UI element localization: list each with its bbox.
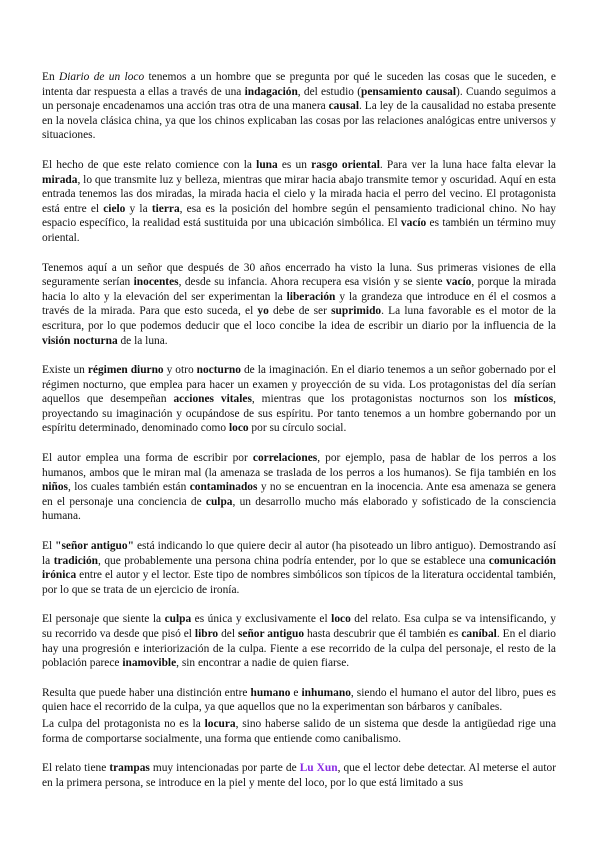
bold-term: loco xyxy=(228,422,249,435)
text-run: muy intencionadas por parte de xyxy=(149,762,300,775)
paragraph-luna xyxy=(42,158,556,246)
text-run: . Para ver la luna hace falta elevar la xyxy=(379,158,556,171)
text-run: El relato tiene xyxy=(42,762,110,775)
text-run: El hecho de que este relato comience con la xyxy=(42,158,257,171)
paragraph-correlaciones xyxy=(42,451,556,524)
bold-term: correlaciones xyxy=(252,452,318,465)
bold-term: régimen diurno xyxy=(87,364,164,377)
text-run: y otro xyxy=(163,364,197,377)
bold-term: loco xyxy=(331,613,351,626)
bold-term: rasgo oriental xyxy=(311,158,380,171)
text-run: y la grandeza que introduce en él el cosmos a través de la mirada. Para que esto suceda, el xyxy=(42,290,556,318)
bold-term: caníbal xyxy=(461,628,497,640)
paragraph-causalidad xyxy=(42,70,556,143)
text-run: es única y exclusivamente el xyxy=(191,613,332,626)
text-run: , siendo el humano el autor del libro, pues es quien hace el recorrido de la culpa, ya que aquellos que no la experimentan son bárbaros y caníbales. xyxy=(42,686,556,714)
text-run: Resulta que puede haber una distinción entre xyxy=(42,686,251,699)
paragraph-trampas xyxy=(42,761,556,790)
bold-term: pensamiento causal xyxy=(361,85,457,98)
paragraph-culpa xyxy=(42,612,556,670)
text-run: tenemos a un hombre que se pregunta por qué le suceden las cosas que le suceden, e intenta dar respuesta a ellas a través de una xyxy=(42,71,556,98)
bold-term: visión nocturna xyxy=(42,334,118,347)
bold-term: indagación xyxy=(244,85,298,98)
text-run: ). Cuando seguimos a un personaje encadenamos una acción tras otra de una manera xyxy=(42,85,556,113)
bold-term: tierra xyxy=(151,202,180,215)
text-run: Existe un xyxy=(42,364,88,377)
bold-term: liberación xyxy=(286,290,336,303)
text-run: En xyxy=(42,71,59,83)
text-run: , lo que transmite luz y belleza, mientras que mirar hacia abajo transmite temor y oscuridad. Aquí en esta entrada tenemos las dos miradas, la mirada hacia el cielo y la mirada hacia el perro del vecino. El protagonista está entre el xyxy=(42,173,556,215)
text-run: , sin encontrar a nadie de quien fiarse. xyxy=(176,657,350,670)
text-run: El xyxy=(42,540,56,553)
text-run: es un xyxy=(277,158,312,171)
text-run: . En el diario hay una progresión e interiorización de la culpa. Fiente a ese recorrido de la culpa del personaje, el resto de la población parece xyxy=(42,628,556,670)
bold-term: inamovible xyxy=(122,657,177,670)
bold-term: trampas xyxy=(109,762,150,775)
text-run: e xyxy=(290,686,302,699)
bold-term: causal xyxy=(328,100,360,113)
text-run: El autor emplea una forma de escribir por xyxy=(42,452,253,465)
text-run: , sino haberse salido de un sistema que desde la antigüedad rige una forma de comportarse socialmente, una forma que entiende como canibalismo. xyxy=(42,717,556,745)
bold-term: humano xyxy=(250,686,291,699)
text-run: , mientras que los protagonistas nocturnos son los xyxy=(251,393,514,406)
text-run: debe de ser xyxy=(268,305,332,318)
bold-term: locura xyxy=(204,717,236,730)
bold-term: tradición xyxy=(53,554,98,567)
bold-term: yo xyxy=(257,305,269,318)
text-run: , proyectando su imaginación y ocupándose de sus espíritu. Por tanto tenemos a un hombre gobernando por un espíritu determinado, denominado como xyxy=(42,393,556,435)
bold-term: libro xyxy=(194,628,219,640)
paragraph-locura xyxy=(42,717,556,746)
author-link[interactable]: Lu Xun xyxy=(299,762,338,775)
text-run: de la imaginación. En el diario tenemos a un señor gobernado por el régimen nocturno, que emplea para hacer un examen y proyección de su vida. Los protagonistas del día serían aquellos que desempeñan xyxy=(42,364,556,406)
paragraph-senor-antiguo xyxy=(42,539,556,597)
bold-term: inocentes xyxy=(133,276,179,289)
text-run: , que probablemente una persona china podría entender, por lo que se establece una xyxy=(98,554,489,567)
bold-term: vacío xyxy=(400,217,427,230)
italic-title: Diario de un loco xyxy=(59,71,145,83)
text-run: , desde su infancia. Ahora recupera esa visión y se siente xyxy=(178,276,447,289)
bold-term: inhumano xyxy=(301,686,351,699)
bold-term: culpa xyxy=(164,613,192,626)
text-run: , un desarrollo mucho más elaborado y sofisticado de la consciencia humana. xyxy=(42,495,556,523)
text-run: del xyxy=(218,628,238,640)
bold-term: niños xyxy=(42,481,68,494)
text-run: . La ley de la causalidad no estaba presente en la novela clásica china, ya que los chinos explicaban las cosas por las relaciones analógicas entre universos y situaciones. xyxy=(42,100,556,142)
bold-term: místicos xyxy=(513,393,554,406)
bold-term: culpa xyxy=(205,495,233,508)
bold-term: señor antiguo xyxy=(237,628,305,640)
bold-term: comunicación irónica xyxy=(42,554,556,582)
text-run: de la luna. xyxy=(117,334,168,347)
bold-term: luna xyxy=(256,158,278,171)
text-run: está indicando lo que quiere decir al autor (ha pisoteado un libro antiguo). Demostrando así la xyxy=(42,540,556,567)
text-run: . La luna favorable es el motor de la escritura, por lo que podemos deducir que el loco concibe la idea de escribir un diario por la influencia de la xyxy=(42,305,556,332)
text-run: , porque la mirada hacia lo alto y la elevación del ser experimentan la xyxy=(42,276,557,303)
paragraph-vision-luna xyxy=(42,261,556,349)
text-run: , del estudio ( xyxy=(297,85,362,98)
text-run: del relato. Esa culpa se va intensificando, y su recorrido va desde que pisó el xyxy=(42,613,556,640)
bold-term: suprimido xyxy=(331,305,382,318)
bold-term: vacío xyxy=(446,276,472,289)
text-run: , esa es la posición del hombre según el pensamiento tradicional chino. No hay espacio específico, la realidad está sustituida por una ubicación simbólica. El xyxy=(42,202,556,230)
text-run: por su círculo social. xyxy=(248,422,347,435)
text-run: entre el autor y el lector. Este tipo de nombres simbólicos son típicos de la literatura occidental también, por lo que se trata de un ejercicio de ironía. xyxy=(42,569,556,596)
text-run: hasta descubrir que él también es xyxy=(304,628,462,640)
text-run: La culpa del protagonista no es la xyxy=(42,717,205,730)
text-run: , los cuales también están xyxy=(67,481,190,494)
text-run: es también un término muy oriental. xyxy=(42,217,556,244)
bold-term: cielo xyxy=(103,202,126,215)
text-run: y no se encuentran en la inocencia. Ante esa amenaza se genera en el personaje una conciencia de xyxy=(42,481,556,508)
text-run: , por ejemplo, pasa de hablar de los perros a los humanos, ambos que le miran mal (la amenaza se traslada de los perros a los humanos). Se fija también en los xyxy=(42,452,556,479)
text-run: y la xyxy=(125,202,152,215)
text-run: Tenemos aquí a un señor que después de 30 años encerrado ha visto la luna. Sus primeras visiones de ella seguramente serían xyxy=(42,261,556,289)
text-run: El personaje que siente la xyxy=(42,613,165,626)
paragraph-regimen xyxy=(42,363,556,436)
bold-term: nocturno xyxy=(196,364,241,377)
text-run: , que el lector debe detectar. Al meterse el autor en la primera persona, se introduce en la piel y mente del loco, por lo que está limitado a sus xyxy=(42,762,556,789)
paragraph-humano-inhumano xyxy=(42,686,556,715)
bold-term: acciones vitales xyxy=(173,393,252,406)
bold-term: contaminados xyxy=(189,481,258,494)
bold-term: mirada xyxy=(42,173,78,186)
bold-term: "señor antiguo" xyxy=(55,540,134,553)
